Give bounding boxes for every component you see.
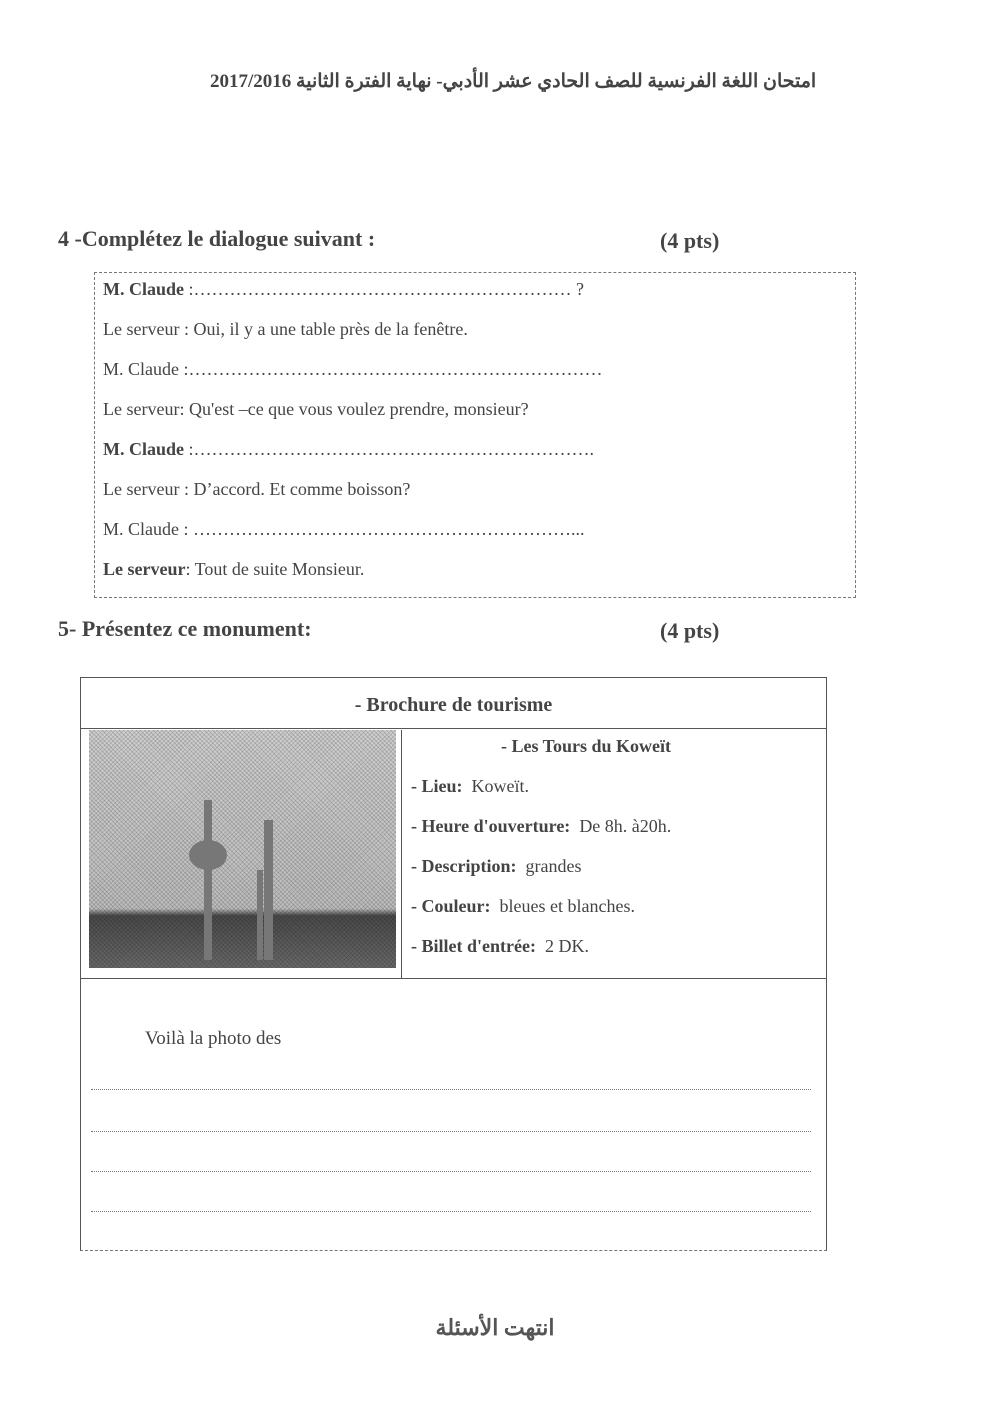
brochure-title: - Brochure de tourisme [81, 678, 826, 729]
question-5-points: (4 pts) [660, 618, 720, 643]
tower-shape [264, 820, 273, 960]
info-line [411, 776, 529, 797]
question-4-points: (4 pts) [660, 228, 720, 253]
info-value: 2 DK. [544, 936, 589, 956]
tourism-brochure [80, 677, 827, 1251]
divider [81, 978, 826, 979]
line-text: : D’accord. Et comme boisson? [179, 479, 411, 499]
info-label: - Billet d'entrée: [411, 936, 536, 956]
speaker: Le serveur [103, 559, 186, 579]
tower-shape [204, 800, 212, 960]
answer-line[interactable] [91, 1170, 811, 1172]
question-4-title: 4 -Complétez le dialogue suivant : [58, 226, 376, 251]
dialogue-line [103, 399, 529, 420]
info-label: - Heure d'ouverture: [411, 816, 571, 836]
speaker: M. Claude [103, 439, 184, 459]
monument-photo [89, 730, 396, 968]
info-line [411, 936, 589, 957]
info-value: grandes [525, 856, 582, 876]
answer-line[interactable] [91, 1130, 811, 1132]
dialogue-box [94, 272, 856, 598]
info-label: - Couleur: [411, 896, 491, 916]
line-text: : Oui, il y a une table près de la fenêtre. [179, 319, 468, 339]
exam-header: امتحان اللغة الفرنسية للصف الحادي عشر الأدبي- نهاية الفترة الثانية 2017/2016 [210, 71, 817, 92]
question-5-title: 5- Présentez ce monument: [58, 616, 312, 641]
dialogue-line [103, 319, 468, 340]
info-line [411, 816, 671, 837]
divider [401, 730, 402, 978]
tower-shape [257, 870, 263, 960]
answer-line[interactable] [91, 1210, 811, 1212]
line-text: :…………………………………………………………. [184, 439, 595, 459]
dialogue-line [103, 479, 410, 500]
dialogue-line [103, 439, 594, 460]
line-text: :…………………………………………………………… [179, 359, 603, 379]
line-text: : ………………………………………………………... [179, 519, 585, 539]
speaker: M. Claude [103, 519, 179, 539]
speaker: M. Claude [103, 359, 179, 379]
info-line [411, 856, 581, 877]
info-label: - Description: [411, 856, 517, 876]
monument-name: - Les Tours du Koweït [501, 736, 672, 756]
info-label: - Lieu: [411, 776, 463, 796]
info-line [411, 896, 635, 917]
dialogue-line [103, 519, 585, 540]
answer-line[interactable] [91, 1088, 811, 1090]
speaker: M. Claude [103, 279, 184, 299]
speaker: Le serveur [103, 319, 180, 339]
answer-start: Voilà la photo des [145, 1028, 282, 1049]
speaker: Le serveur [103, 479, 180, 499]
line-text: :……………………………………………………… ? [184, 279, 584, 299]
line-text: : Qu'est –ce que vous voulez prendre, monsieur? [179, 399, 529, 419]
end-of-questions: انتهت الأسئلة [435, 1315, 555, 1340]
dialogue-line [103, 559, 364, 580]
info-value: Koweït. [471, 776, 529, 796]
info-value: bleues et blanches. [499, 896, 635, 916]
tower-sphere [189, 840, 227, 870]
info-value: De 8h. à20h. [579, 816, 672, 836]
speaker: Le serveur [103, 399, 180, 419]
dialogue-line [103, 279, 584, 300]
line-text: : Tout de suite Monsieur. [185, 559, 365, 579]
dialogue-line [103, 359, 603, 380]
